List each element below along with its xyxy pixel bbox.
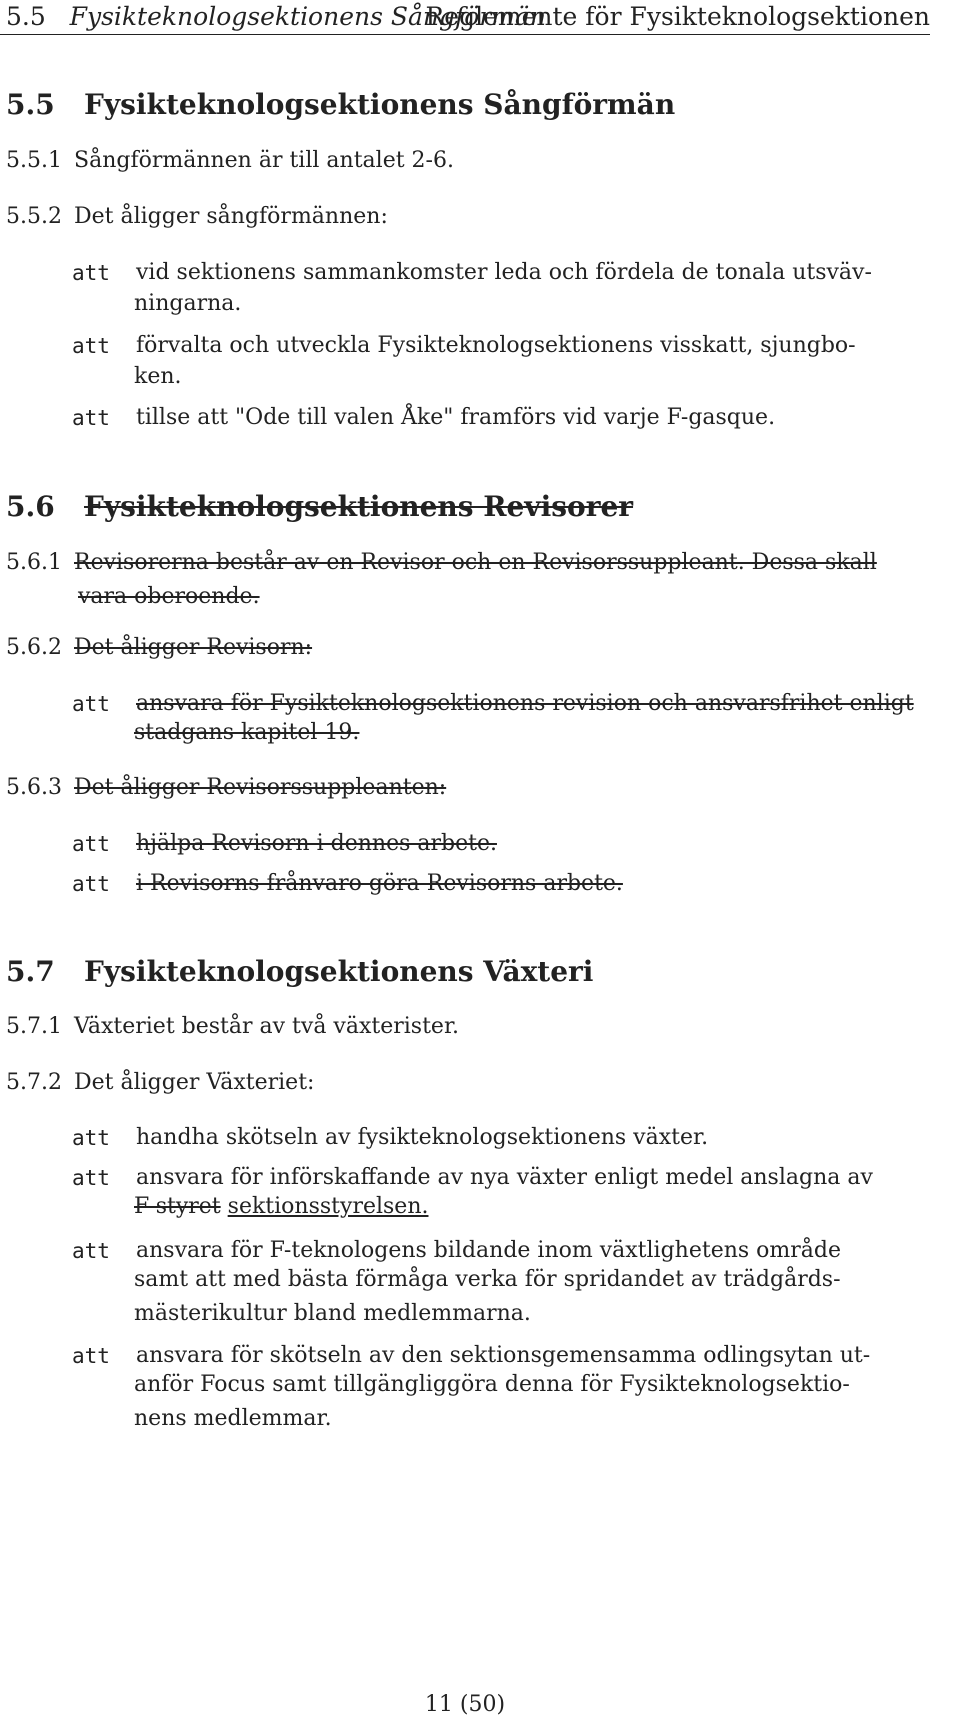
list-marker: att bbox=[72, 261, 110, 285]
list-marker: att bbox=[72, 334, 110, 358]
list-item-line: förvalta och utveckla Fysikteknologsektionens visskatt, sjungbo- bbox=[136, 333, 856, 358]
list-item-continuation: anför Focus samt tillgängliggöra denna för Fysikteknologsektio- bbox=[134, 1372, 850, 1397]
paragraph-number: 5.5.2 bbox=[6, 204, 62, 229]
paragraph-5-5-1 bbox=[6, 148, 454, 173]
paragraph-text: Växteriet består av två växterister. bbox=[74, 1014, 460, 1039]
list-item bbox=[72, 826, 930, 862]
list-item bbox=[72, 686, 930, 722]
header-section-title: Fysikteknologsektionens Sångförmän bbox=[69, 2, 546, 31]
list-item-line: vid sektionens sammankomster leda och fördela de tonala utsväv- bbox=[136, 260, 872, 285]
paragraph-text-deleted: Revisorerna består av en Revisor och en Revisorssuppleant. Dessa skall bbox=[74, 550, 877, 575]
list-item-continuation: ningarna. bbox=[134, 291, 242, 316]
list-marker: att bbox=[72, 1344, 110, 1368]
list-marker: att bbox=[72, 1126, 110, 1150]
paragraph-continuation-deleted: vara oberoende. bbox=[78, 584, 260, 609]
list-item-line: tillse att "Ode till valen Åke" framförs vid varje F-gasque. bbox=[136, 405, 776, 430]
section-number: 5.5 bbox=[6, 88, 55, 121]
list-item bbox=[72, 255, 930, 291]
header-rule bbox=[0, 34, 930, 35]
paragraph-number: 5.6.3 bbox=[6, 775, 62, 800]
paragraph-number: 5.7.1 bbox=[6, 1014, 62, 1039]
paragraph-number: 5.6.1 bbox=[6, 550, 62, 575]
paragraph-5-6-3 bbox=[6, 775, 446, 800]
paragraph-text: Det åligger sångförmännen: bbox=[74, 204, 388, 229]
paragraph-text-deleted: Det åligger Revisorssuppleanten: bbox=[74, 775, 447, 800]
list-item-line: ansvara för F-teknologens bildande inom växtlighetens område bbox=[136, 1238, 842, 1263]
header-section-number: 5.5 bbox=[6, 2, 46, 31]
inserted-text: sektionsstyrelsen. bbox=[227, 1194, 429, 1219]
list-item-line-deleted: ansvara för Fysikteknologsektionens revision och ansvarsfrihet enligt bbox=[136, 691, 914, 716]
section-number: 5.7 bbox=[6, 955, 55, 988]
list-item-continuation-deleted: stadgans kapitel 19. bbox=[134, 720, 360, 745]
paragraph-5-6-2 bbox=[6, 635, 312, 660]
list-item-continuation: mästerikultur bland medlemmarna. bbox=[134, 1301, 531, 1326]
list-item-continuation: samt att med bästa förmåga verka för spridandet av trädgårds- bbox=[134, 1267, 841, 1292]
section-number: 5.6 bbox=[6, 490, 55, 523]
paragraph-5-5-2 bbox=[6, 204, 388, 229]
paragraph-5-6-1 bbox=[6, 550, 877, 575]
list-item bbox=[72, 1120, 930, 1156]
section-heading-5-7 bbox=[6, 955, 593, 988]
header-document-title: Reglemente för Fysikteknologsektionen bbox=[425, 2, 930, 31]
list-item-line: ansvara för införskaffande av nya växter enligt medel anslagna av bbox=[136, 1165, 873, 1190]
list-item bbox=[72, 328, 930, 364]
paragraph-text-deleted: Det åligger Revisorn: bbox=[74, 635, 313, 660]
page-number: 11 (50) bbox=[424, 1692, 506, 1717]
paragraph-text: Sångförmännen är till antalet 2-6. bbox=[74, 148, 454, 173]
list-marker: att bbox=[72, 692, 110, 716]
section-title-deleted: Fysikteknologsektionens Revisorer bbox=[84, 490, 634, 523]
list-item-line-deleted: hjälpa Revisorn i dennes arbete. bbox=[136, 831, 497, 856]
list-marker: att bbox=[72, 832, 110, 856]
paragraph-number: 5.5.1 bbox=[6, 148, 62, 173]
list-item bbox=[72, 400, 930, 436]
running-header bbox=[0, 0, 930, 36]
list-item-line: handha skötseln av fysikteknologsektionens växter. bbox=[136, 1125, 709, 1150]
paragraph-5-7-2 bbox=[6, 1070, 314, 1095]
paragraph-text: Det åligger Växteriet: bbox=[74, 1070, 315, 1095]
list-item-continuation: ken. bbox=[134, 364, 182, 389]
section-heading-5-6 bbox=[6, 490, 633, 523]
list-marker: att bbox=[72, 406, 110, 430]
list-item bbox=[72, 1338, 930, 1374]
list-marker: att bbox=[72, 1239, 110, 1263]
list-item bbox=[72, 1160, 930, 1196]
section-title: Fysikteknologsektionens Sångförmän bbox=[84, 88, 676, 121]
list-marker: att bbox=[72, 872, 110, 896]
paragraph-number: 5.6.2 bbox=[6, 635, 62, 660]
paragraph-number: 5.7.2 bbox=[6, 1070, 62, 1095]
list-item bbox=[72, 866, 930, 902]
list-item-continuation: nens medlemmar. bbox=[134, 1406, 332, 1431]
list-item-continuation bbox=[134, 1194, 428, 1219]
list-item-line-deleted: i Revisorns frånvaro göra Revisorns arbete. bbox=[136, 871, 623, 896]
list-marker: att bbox=[72, 1166, 110, 1190]
paragraph-5-7-1 bbox=[6, 1014, 459, 1039]
deleted-text: F-styret bbox=[134, 1194, 221, 1219]
section-title: Fysikteknologsektionens Växteri bbox=[84, 955, 594, 988]
list-item bbox=[72, 1233, 930, 1269]
list-item-line: ansvara för skötseln av den sektionsgemensamma odlingsytan ut- bbox=[136, 1343, 871, 1368]
section-heading-5-5 bbox=[6, 88, 675, 121]
